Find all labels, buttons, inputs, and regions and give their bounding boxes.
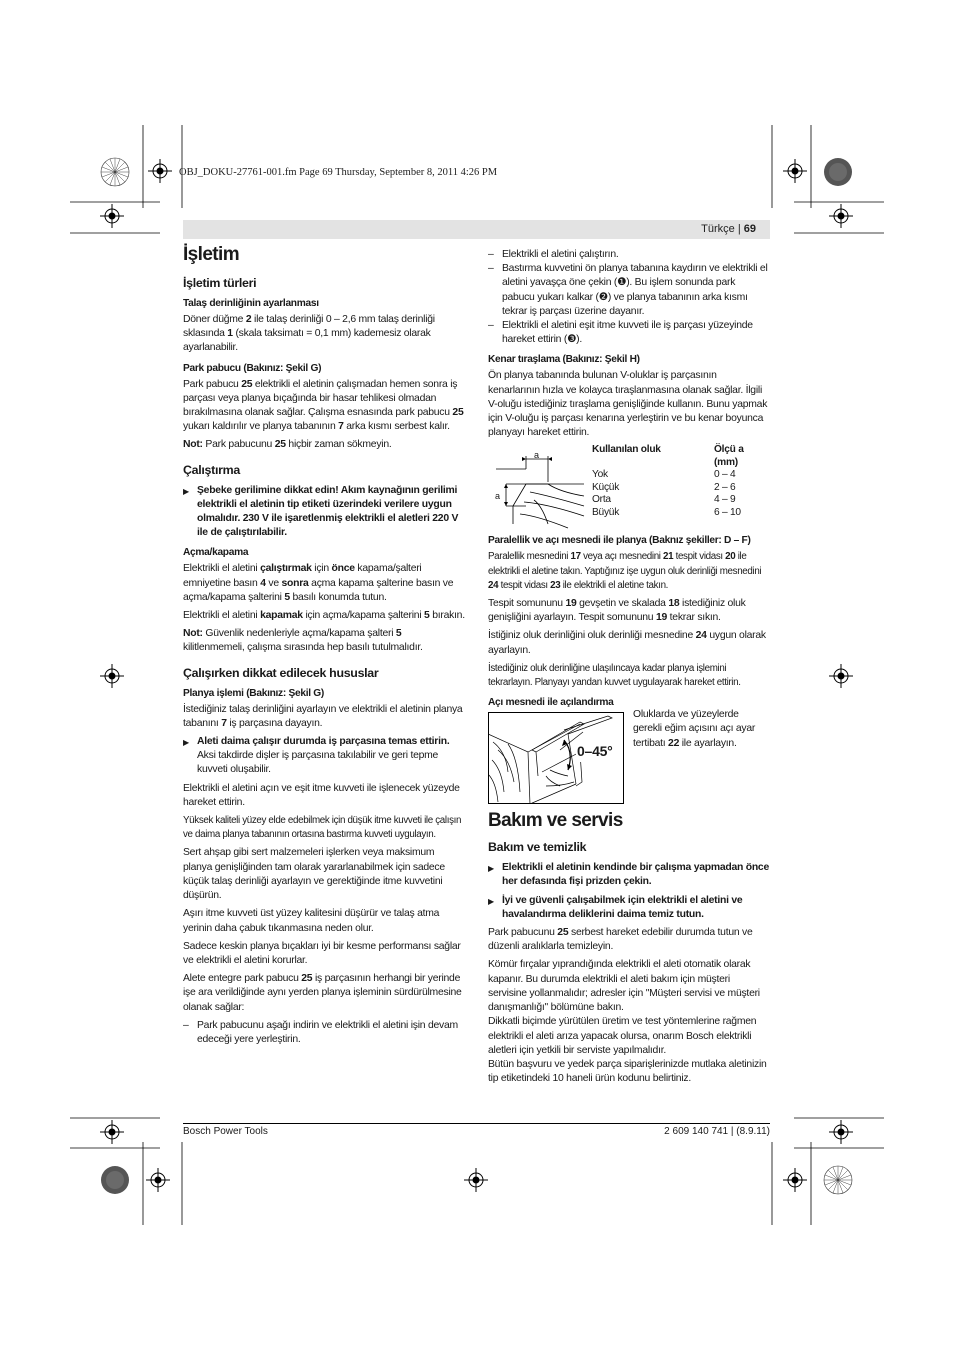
bullet-arrow-icon: ▶: [488, 864, 494, 874]
para-asiri: Aşırı itme kuvveti üst yüzey kalitesini düşürür ve talaş atma yerinin daha çabuk tıkanmasına neden olur.: [183, 908, 440, 934]
header-language: Türkçe: [701, 223, 735, 235]
para-sert: Sert ahşap gibi sert malzemeleri işlerken veya maksimum planya genişliğinden tam olarak yararlanabilmek için sadece küçük talaş derinliği ayarlayın ve gerektiğinde itme kuvvetini düşürün.: [183, 847, 445, 902]
table-row: [592, 507, 744, 520]
para-paralel: Paralellik mesnedini 17 veya açı mesnedini 21 tespit vidası 20 ile elektrikli el aletine takın. Yaptığınız işe uygun oluk derinliği mesnedini 24 tespit vidası 23 ile elektrikli el aletine takın.: [488, 551, 762, 591]
table-cell-oluk: Orta: [592, 494, 611, 506]
page-header: [701, 223, 756, 235]
para-tespit: Tespit somununu 19 gevşetin ve skalada 18 istediğiniz oluk genişliğini ayarlayın. Tespit somununu 19 tekrar sıkın.: [488, 598, 746, 624]
groove-table: [592, 444, 744, 519]
para-kenar: Ön planya tabanında bulunan V-oluklar iş parçasının kenarlarının hızla ve kolayca tıraşlanmasına olanak sağlar. İlgili V-oluğu istediğiniz tıraşlama genişliğinde kullanın. Bunu yapmak için V-oluğu iş parçası kenarına yerleştirin ve bu kenar boyunca planyayı hareket ettirin.: [488, 370, 768, 439]
dimension-a-top: a: [534, 450, 539, 461]
heading-calistirma: Çalıştırma: [183, 462, 240, 477]
dimension-a-left: a: [495, 491, 500, 502]
dash-esit: – Elektrikli el aletini eşit itme kuvveti ile iş parçası yüzeyinde hareket ettirin (❸).: [488, 320, 753, 346]
para-not-2: Not: Güvenlik nedenleriyle açma/kapama şalteri 5 kilitlenmemeli, çalışma sırasında hep basılı tutulmalıdır.: [183, 628, 423, 654]
para-butun: Bütün başvuru ve yedek parça siparişlerinizde mutlaka aletinizin tip etiketindeki 10 haneli ürün kodunu belirtiniz.: [488, 1058, 767, 1085]
para-planya: İstediğiniz talaş derinliğini ayarlayın ve elektrikli el aletinin planya tabanını 7 iş parçasına dayayın.: [183, 703, 463, 729]
para-esit: Elektrikli el aletini açın ve eşit itme kuvveti ile işlenecek yüzeyde hareket ettirin.: [183, 782, 460, 808]
bullet-arrow-icon: ▶: [183, 486, 189, 496]
file-slug: OBJ_DOKU-27761-001.fm Page 69 Thursday, September 8, 2011 4:26 PM: [179, 167, 498, 178]
bullet-aleti: ▶ Aleti daima çalışır durumda iş parçasına temas ettirin. Aksi takdirde dişler iş parçasına takılabilir ve geri tepme kuvveti oluşabilir.: [183, 735, 465, 778]
section-title-isletim: İşletim: [183, 244, 239, 265]
para-not: Not: Park pabucunu 25 hiçbir zaman sökmeyin.: [183, 439, 392, 451]
page-number: 69: [743, 223, 756, 235]
para-kapama: Elektrikli el aletini kapamak için açma/kapama şalterini 5 bırakın.: [183, 610, 465, 622]
table-cell-olcu: 2 – 6: [714, 481, 736, 493]
para-acma: Elektrikli el aletini çalıştırmak için önce kapama/şalteri emniyetine basın 4 ve sonra açma kapama şalterine basın ve açma/kapama şalterini 5 basılı konumda tutun.: [183, 563, 454, 603]
para-istiginiz: İstiğiniz oluk derinliğini oluk derinliği mesnedine 24 uygun olarak ayarlayın.: [488, 630, 766, 656]
table-row: [592, 469, 744, 482]
heading-acma-kapama: Açma/kapama: [183, 547, 249, 559]
table-cell-olcu: 6 – 10: [714, 506, 741, 518]
figure-h-block: [488, 444, 770, 534]
footer-doc-number: 2 609 140 741 | (8.9.11): [664, 1126, 770, 1137]
heading-paralel: Paralellik ve açı mesnedi ile planya (Baknız şekiller: D – F): [488, 535, 751, 547]
bullet-sebeke: ▶ Şebeke gerilimine dikkat edin! Akım kaynağının gerilimi elektrikli el aletinin tip etiketi üzerindeki verilere uygun olmalıdır. 230 V ile işaretlenmiş elektrikli el aletleri 220 V ile de çalıştırılabilir.: [183, 484, 465, 541]
bullet-arrow-icon: ▶: [183, 738, 189, 748]
para-keskin: Sadece keskin planya bıçakları iyi bir kesme performansı sağlar ve elektrikli el aletini korurlar.: [183, 940, 461, 966]
table-row: [592, 482, 744, 495]
bullet-arrow-icon: ▶: [488, 896, 494, 906]
heading-planya-islemi: Planya işlemi (Bakınız: Şekil G): [183, 687, 325, 699]
heading-park-pabucu: Park pabucu (Bakınız: Şekil G): [183, 362, 322, 374]
dash-park: – Park pabucunu aşağı indirin ve elektrikli el aletini işin devam edeceği yere yerleştirin.: [183, 1019, 458, 1045]
angle-range-label: 0–45°: [577, 743, 613, 760]
footer-brand: Bosch Power Tools: [183, 1126, 268, 1137]
para-talas: Döner düğme 2 ile talaş derinliği 0 – 2,6 mm talaş derinliği sklasında 1 (skala taksimatı = 0,1 mm) kademesiz olarak ayarlanabilir.: [183, 314, 435, 354]
table-row: [592, 494, 744, 507]
bullet-fis: ▶ Elektrikli el aletinin kendinde bir çalışma yapmadan önce her defasında fişi prizden çekin.: [488, 861, 770, 889]
heading-aci: Açı mesnedi ile açılandırma: [488, 697, 614, 709]
right-column: [488, 248, 770, 1090]
heading-kenar: Kenar tıraşlama (Bakınız: Şekil H): [488, 354, 640, 366]
heading-isletim-turleri: İşletim türleri: [183, 276, 257, 290]
header-separator: |: [734, 223, 744, 235]
section-title-bakim: Bakım ve servis: [488, 810, 623, 832]
heading-temizlik: Bakım ve temizlik: [488, 840, 587, 855]
header-bar: [183, 220, 770, 239]
para-dikkatli: Dikkatli biçimde yürütülen üretim ve test yöntemlerine rağmen elektrikli el aleti arıza yapacak olursa, onarım Bosch elektrikli aletleri için yetkili bir serviste yapılmalıdır.: [488, 1016, 757, 1056]
table-cell-olcu: 0 – 4: [714, 469, 736, 481]
para-komur: Kömür fırçalar yıprandığında elektrikli el aleti otomatik olarak kapanır. Bu durumda elektrikli el aleti bakım için müşteri servisine yollanmalıdır; adresler için "Müşteri servisi ve müşteri danışmanlığı" bölümüne bakın.: [488, 959, 760, 1014]
bullet-iyi: ▶ İyi ve güvenli çalışabilmek için elektrikli el aletini ve havalandırma deliklerini daima temiz tutun.: [488, 894, 770, 922]
dash-bastirma: – Bastırma kuvvetini ön planya tabanına kaydırın ve elektrikli el aletini yavaşça öne çekin (❶). Bu işlem sonunda park pabucu yukarı kalkar (❷) ve planya tabanının arka kısmı tekrar iş parçası üzerine dayanır.: [488, 263, 768, 317]
dash-calistirin: – Elektrikli el aletini çalıştırın.: [488, 249, 619, 260]
para-park: Park pabucu 25 elektrikli el aletinin çalışmadan hemen sonra iş parçası veya planya bıçağında bir hasar tehlikesi olmadan bırakılmasına olanak sağlar. Çalışma esnasında park pabucu 25 yukarı kaldırılır ve planya tabanının 7 arka kısmı serbest kalır.: [183, 378, 464, 433]
table-header-olcu: Ölçü a (mm): [714, 444, 744, 468]
table-header-oluk: Kullanılan oluk: [592, 444, 661, 456]
figure-angle-block: [488, 709, 770, 806]
left-column: [183, 244, 465, 1047]
table-cell-oluk: Büyük: [592, 506, 620, 518]
para-park-pabucu: Park pabucunu 25 serbest hareket edebilir durumda tutun ve düzenli aralıklarla temizleyin.: [488, 927, 753, 953]
para-entegre: Alete entegre park pabucu 25 iş parçasının herhangi bir yerinde işe ara verildiğinde aynı yerden planya işleminin sürdürülmesine olanak sağlar:: [183, 973, 462, 1013]
para-aci: Oluklarda ve yüzeylerde gerekli eğim açısını açı ayar tertibatı 22 ile ayarlayın.: [633, 709, 756, 749]
table-cell-oluk: Yok: [592, 469, 608, 481]
heading-talas: Talaş derinliğinin ayarlanması: [183, 298, 319, 309]
footer-rule: [183, 1123, 770, 1124]
heading-dikkat: Çalışırken dikkat edilecek hususlar: [183, 665, 379, 680]
table-cell-olcu: 4 – 9: [714, 494, 736, 506]
para-istediginiz: İstediğiniz oluk derinliğine ulaşılıncaya kadar planya işlemini tekrarlayın. Planyayı yandan kuvvet uygulayarak hareket ettirin.: [488, 662, 741, 689]
para-yuksek: Yüksek kaliteli yüzey elde edebilmek için düşük itme kuvveti ile çalışın ve daima planya tabanının ortasına bastırma kuvveti uygulayın.: [183, 815, 462, 841]
table-cell-oluk: Küçük: [592, 481, 620, 493]
